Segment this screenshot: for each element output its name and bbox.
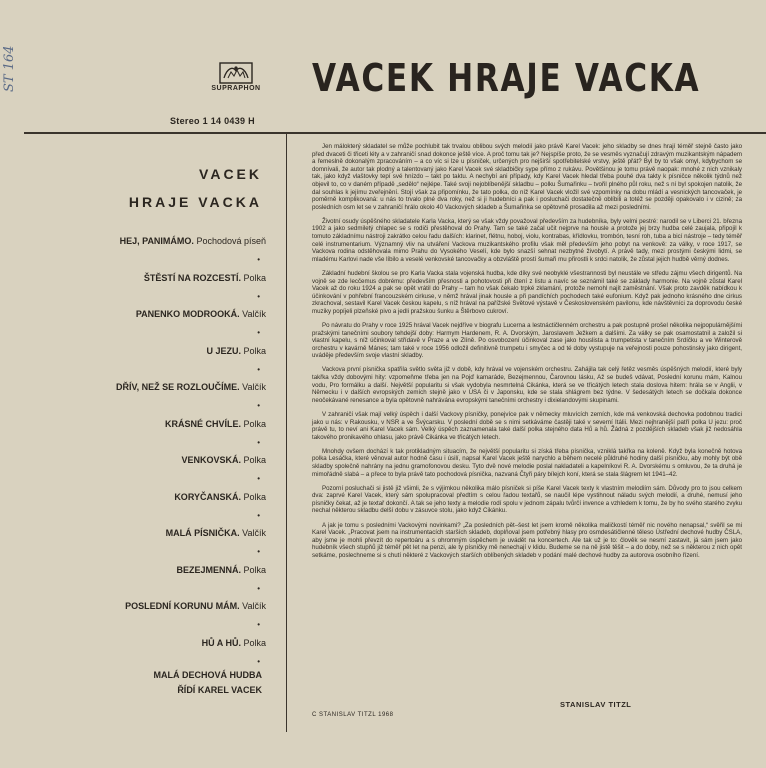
sleeve-title-line2: HRAJE VACKA [128, 194, 262, 210]
track-separator-bullet: • [257, 656, 260, 666]
track-name: POSLEDNÍ KORUNU MÁM. [125, 601, 240, 611]
track-item [202, 638, 266, 649]
sleeve-title [62, 160, 262, 216]
track-item [176, 565, 266, 576]
track-genre: Polka [240, 491, 266, 502]
track-separator-bullet: • [257, 328, 260, 337]
liner-notes-paragraph: Vackova první písnička spatřila světlo světa již v době, kdy hrával ve vojenském orchestru. Zahájila tak celý řetěz vesměs úspěšných melodií, které byly takřka vždy dobovými hity: vzpomeňme třeba jen na Pojď kamaráde, Bezejmennou, Čarovnou lásku, Až se budeš vdávat, Poslední korunu mám, Kalnou vodu, Pro formálku a další. Největší popularitu si však vydobyla nesmrtelná Cikánka, která se ve třicátých letech stala doslova hitem: hrála se v Anglii, v Německu i v dalších evropských zemích stejně jako v USA či v Japonsku, kde se stala shlágrem bez týdne. V šedesátých letech se dočkala dokonce neočekávané renesance a byla opětovně nahrávána evropskými tanečními orchestry i dixielandovými skupinami. [312, 366, 742, 404]
liner-notes-paragraph: Pozorní posluchači si jistě již všimli, že s výjimkou několika málo písniček si píše Karel Vacek texty k vlastním melodiím sám. Důvody pro to jsou celkem dva: zaprvé Karel Vacek, který sám spolupracoval předtím s celou řadou textařů, se naučil lépe vystihnout náladu svých melodií, a druhé, nemusí jeho písničky čekat, až je textař dokončí. A tak se jeho texty a melodie rodí spolu v jednom zápalu tvůrčí invence a vzhledem k tomu, že by ho svého starého zvyku nechal některou skladbu delší dobu v zásuvce stolu, jako když Cikánku. [312, 484, 742, 515]
liner-notes-paragraph: Mnohdy ovšem dochází k tak protikladným situacím, že největší popularitu si získá třeba písnička, vzniklá takřka na koleně. Když byla konečně hotova polka Lesáčka, které věnoval autor hodně času i úsilí, napsal Karel Vacek ještě narychlo a během necelé půldruhé hodiny další písničku, aby mohly být obě skladby společně nahrány na jednu gramofonovou desku. Tyto dvě nové melodie poslal nakladateli a kapelníkovi R. A. Dvorskému s omluvou, že ta druhá je mimořádně slabá – a přece to byla právě tato pochodová písnička, nazvaná Čtyři páry bílejch koní, která se stala šlágrem let 1941–42. [312, 447, 742, 478]
track-name: KRÁSNÉ CHVÍLE. [164, 418, 241, 429]
track-genre: Polka [240, 272, 266, 283]
track-genre: Polka [240, 345, 266, 356]
copyright-notice: C STANISLAV TITZL 1968 [312, 712, 394, 718]
track-name: HŮ A HŮ. [201, 637, 241, 648]
track-item [181, 455, 266, 466]
track-genre: Polka [240, 418, 266, 429]
liner-notes-paragraph: A jak je tomu s posledními Vackovými novinkami? „Za posledních pět–šest let jsem kromě několika maličkostí téměř nic nového nenapsal,“ svěřil se mi Karel Vacek. „Pracovat jsem na instrumentacích starších skladeb, doplňoval jsem potřebný hlasy pro osmdesátičlenné těleso Ústřední dechové hudby ČSLA, aby jsme je mohli převzít do repertoáru a s ohromným úspěchem je uvádět na koncertech. Ale tak už je to: člověk se nesmí zastavit, já sám jsem jako hudebník všech stupňů již téměř pět let na penzi, ale ty písničky mě nenechají v klidu. Budeme se na ně jistě těšit – a do doby, než se s některou z nich opět setkáme, poslechneme si s chutí některé z Vackových starších oblíbených skladeb v podání malé dechové hudby za autorova osobního řízení. [312, 521, 742, 559]
track-separator-bullet: • [257, 437, 260, 447]
track-genre: Polka [240, 455, 266, 465]
liner-notes-paragraph: Životní osudy úspěšného skladatele Karla Vacka, který se však vždy považoval především za hudebníka, byly velmi pestré: narodil se v Liberci 21. března 1902 a jako sedmiletý chlapec se s rodiči přestěhoval do Prahy. Tam se také začal učit nejprve na housle a protože jej brzy hudba celé zaujala, připojil k tomuto základnímu nástroji zakrátko celou řadu dalších: klarinet, flétnu, hoboj, violu, kontrabas, křídlovku, trombón, tesní roh, tuba a bicí nástroje – tedy téměř celé instrumentarium. Významný vliv na utváření Vackova muzikantského profilu však měl především jeho pobyt na venkově: za války, v roce 1917, se Vackova rodina odstěhovala mimo Prahu do Vysokého Veselí, kde bylo snazší sehnat nezbytné živobytí. A právě tady, mezi prostými českými lidmi, se mladému Karlovi nade vše líbilo a veselé venkovské tancovačky a obzvláště prostí šumaři mu přirostli k srdci natolik, že zůstal jejich hudbě věrný dodnes. [312, 217, 742, 263]
track-name: VENKOVSKÁ. [181, 455, 241, 465]
track-separator-bullet: • [257, 401, 260, 410]
track-name: U JEZU. [206, 345, 241, 356]
track-genre: Valčík [239, 382, 266, 392]
track-item [125, 601, 266, 612]
track-genre: Valčík [239, 309, 266, 319]
catalog-number: Stereo 1 14 0439 H [170, 116, 255, 126]
album-title: VACEK HRAJE VACKA [312, 56, 701, 100]
supraphon-logo [208, 62, 264, 96]
sleeve-title-line1: VACEK [199, 166, 262, 182]
track-item [165, 419, 266, 430]
track-name: HEJ, PANIMÁMO. [119, 236, 194, 246]
author-signature: STANISLAV TITZL [560, 700, 632, 709]
supraphon-emblem-icon [219, 62, 253, 84]
track-item [116, 382, 266, 393]
track-item [120, 236, 266, 247]
track-name: PANENKO MODROOKÁ. [135, 309, 240, 319]
track-separator-bullet: • [257, 510, 260, 520]
track-item [144, 273, 266, 284]
track-item [206, 346, 266, 357]
track-item [174, 492, 266, 503]
handwritten-note: ST 164 [2, 45, 17, 92]
liner-notes-paragraph: Po návratu do Prahy v roce 1925 hrával Vacek nejdříve v biografu Lucerna a lestnáctičlenném orchestru a pak postupně prošel několika nejpopulárnějšími pražskými tanečními soubory tehdejší doby: Harmym Hardenem, R. A. Dvorským, Jaroslavem Ježkem a dalšími. Za války se pak osamostatnil a založil si vlastní kapelu, s níž účinkoval střídavě v Praze a ve Zlíně. Po osvobození účinkoval zase jako houslista a trumpetista v tanečním Srdíčku a ve Winterově orchestru v kavárně Mánes; tam také v roce 1956 odložil definitivně trumpetu i smyčec a od té doby vystupuje na veřejnosti pouze pohostinsky jako dirigent, uváděje především svoje vlastní skladby. [312, 321, 742, 360]
track-name: BEZEJMENNÁ. [176, 564, 241, 575]
track-item [166, 528, 266, 539]
track-separator-bullet: • [257, 291, 260, 301]
liner-notes [312, 143, 742, 566]
performer-line1: MALÁ DECHOVÁ HUDBA [153, 670, 262, 680]
track-genre: Polka [240, 637, 266, 648]
liner-notes-paragraph: Základní hudební školou se pro Karla Vacka stala vojenská hudba, kde díky své neobyklé všestrannosti byl neustále ve středu zájmu všech dirigentů. Na vojně se zde lecčemus dobrému: především přesnosti a pohotovosti při čtení z listu a navíc se seznámil také se základy harmonie. Na vojně zůstal Karel Vacek až do roku 1924 a pak se opět vrátil do Prahy – tam ho však čekalo trpké zklamání, protože nemohl najít zaměstnání. Však proto zavděk nabídkou k účinkování v pohřební francouzském cirkuse, v němž hrával jinak housle a při pandíchích pochodech také eufonium. Když pak jednoho krásného dne cirkus zkrachoval, sestavil Karel Vacek českou kapelu, s níž hrával na pařížské Světové výstavě v Československém pavilonu, kde návštěvníci za doprovodu české muziky popíjeli plzeňské pivo a jedli pražskou šunku a Štěrbovo cukroví. [312, 269, 742, 315]
track-separator-bullet: • [257, 620, 260, 629]
column-divider [286, 132, 287, 732]
liner-notes-paragraph: Jen málokterý skladatel se může pochlubit tak trvalou oblibou svých melodií jako právě Karel Vacek: jeho skladby se dnes hrají téměř stejně často jako před dvaceti či třiceti léty a v zahraničí snad dokonce ještě více. A proč tomu tak je? Nejspíše proto, že se vesměs vyznačují zdravým muzikantským nápadem a řemeslně dokonalým zpracováním – a co víc si lze u písniček, určených pro nejširší spotřebitelské vrstvy, ještě přát? Byl by to však omyl, kdybychom se domnívali, že autor tak plodný a talentovaný jako Karel Vacek své skladbičky sype přímo z rukávu. Povětšinou je tomu právě naopak: mnohé z nich vznikaly tak, jako když vlaštovky tepí své hnízdo – takt po taktu. A nechybí ani případy, kdy Karel Vacek hledal třeba pouhé dva takty k písničce několik týdnů než objevil to, co v daném případě „sedělo“ nejlépe. Také svoji nejoblíbenější skladbu – polku Šumařinku – tvořil plného půl roku, než s ní byl spokojen natolik, že dal souhlas k jejímu zveřejnění. Stojí však za připomínku, že tato polka, do níž Karel Vacek vložil své vzpomínky na dobu mládí a vesnických tancovaček, je poměrně komplikovaná: u nás to trvalo plné dva roky, než si ji hudebníci a pak i posluchači dostatečně oblíbili a totéž se později opakovalo i v cizině; za posledních osm let se v zahraničí hrálo okolo 40 Vackových skladeb a Šumařinka se opětovně prosadila až mezi posledními. [312, 143, 742, 211]
track-item [136, 309, 266, 320]
track-separator-bullet: • [257, 583, 260, 593]
track-genre: Valčík [239, 601, 266, 611]
track-separator-bullet: • [257, 474, 260, 483]
performer-credit [62, 668, 262, 698]
track-genre: Valčík [239, 528, 266, 538]
track-name: MALÁ PÍSNIČKA. [165, 528, 240, 538]
track-separator-bullet: • [257, 255, 260, 264]
track-separator-bullet: • [257, 364, 260, 374]
brand-name: SUPRAPHON [211, 85, 261, 92]
track-genre: Pochodová píseň [193, 236, 266, 246]
liner-notes-paragraph: V zahraničí však mají velký úspěch i další Vackovy písničky, ponejvíce pak v německy mluvících zemích, kde má venkovská dechovka podobnou tradici jako u nás: v Rakousku, v NSR a ve Švýcarsku. V poslední době se s nimi setkáváme častěji také v severní Itálii. Mezi nejhranější patří polka U jezu: proč právě tu, to neví ani Karel Vacek sám. Velký úspěch zaznamenala také další polka stejného data Hů a hů. Žádná z pozdějších skladeb však již nedosáhla takového pronikavého ohlasu, jako právě Cikánka ve třicátých letech. [312, 410, 742, 441]
performer-line2: ŘÍDÍ KAREL VACEK [177, 685, 262, 695]
track-genre: Polka [240, 564, 266, 575]
track-name: ŠTĚSTÍ NA ROZCESTÍ. [143, 272, 241, 283]
top-rule [24, 132, 766, 134]
track-separator-bullet: • [257, 547, 260, 556]
track-name: DŘÍV, NEŽ SE ROZLOUČÍME. [115, 382, 240, 392]
track-name: KORYČANSKÁ. [174, 491, 241, 502]
